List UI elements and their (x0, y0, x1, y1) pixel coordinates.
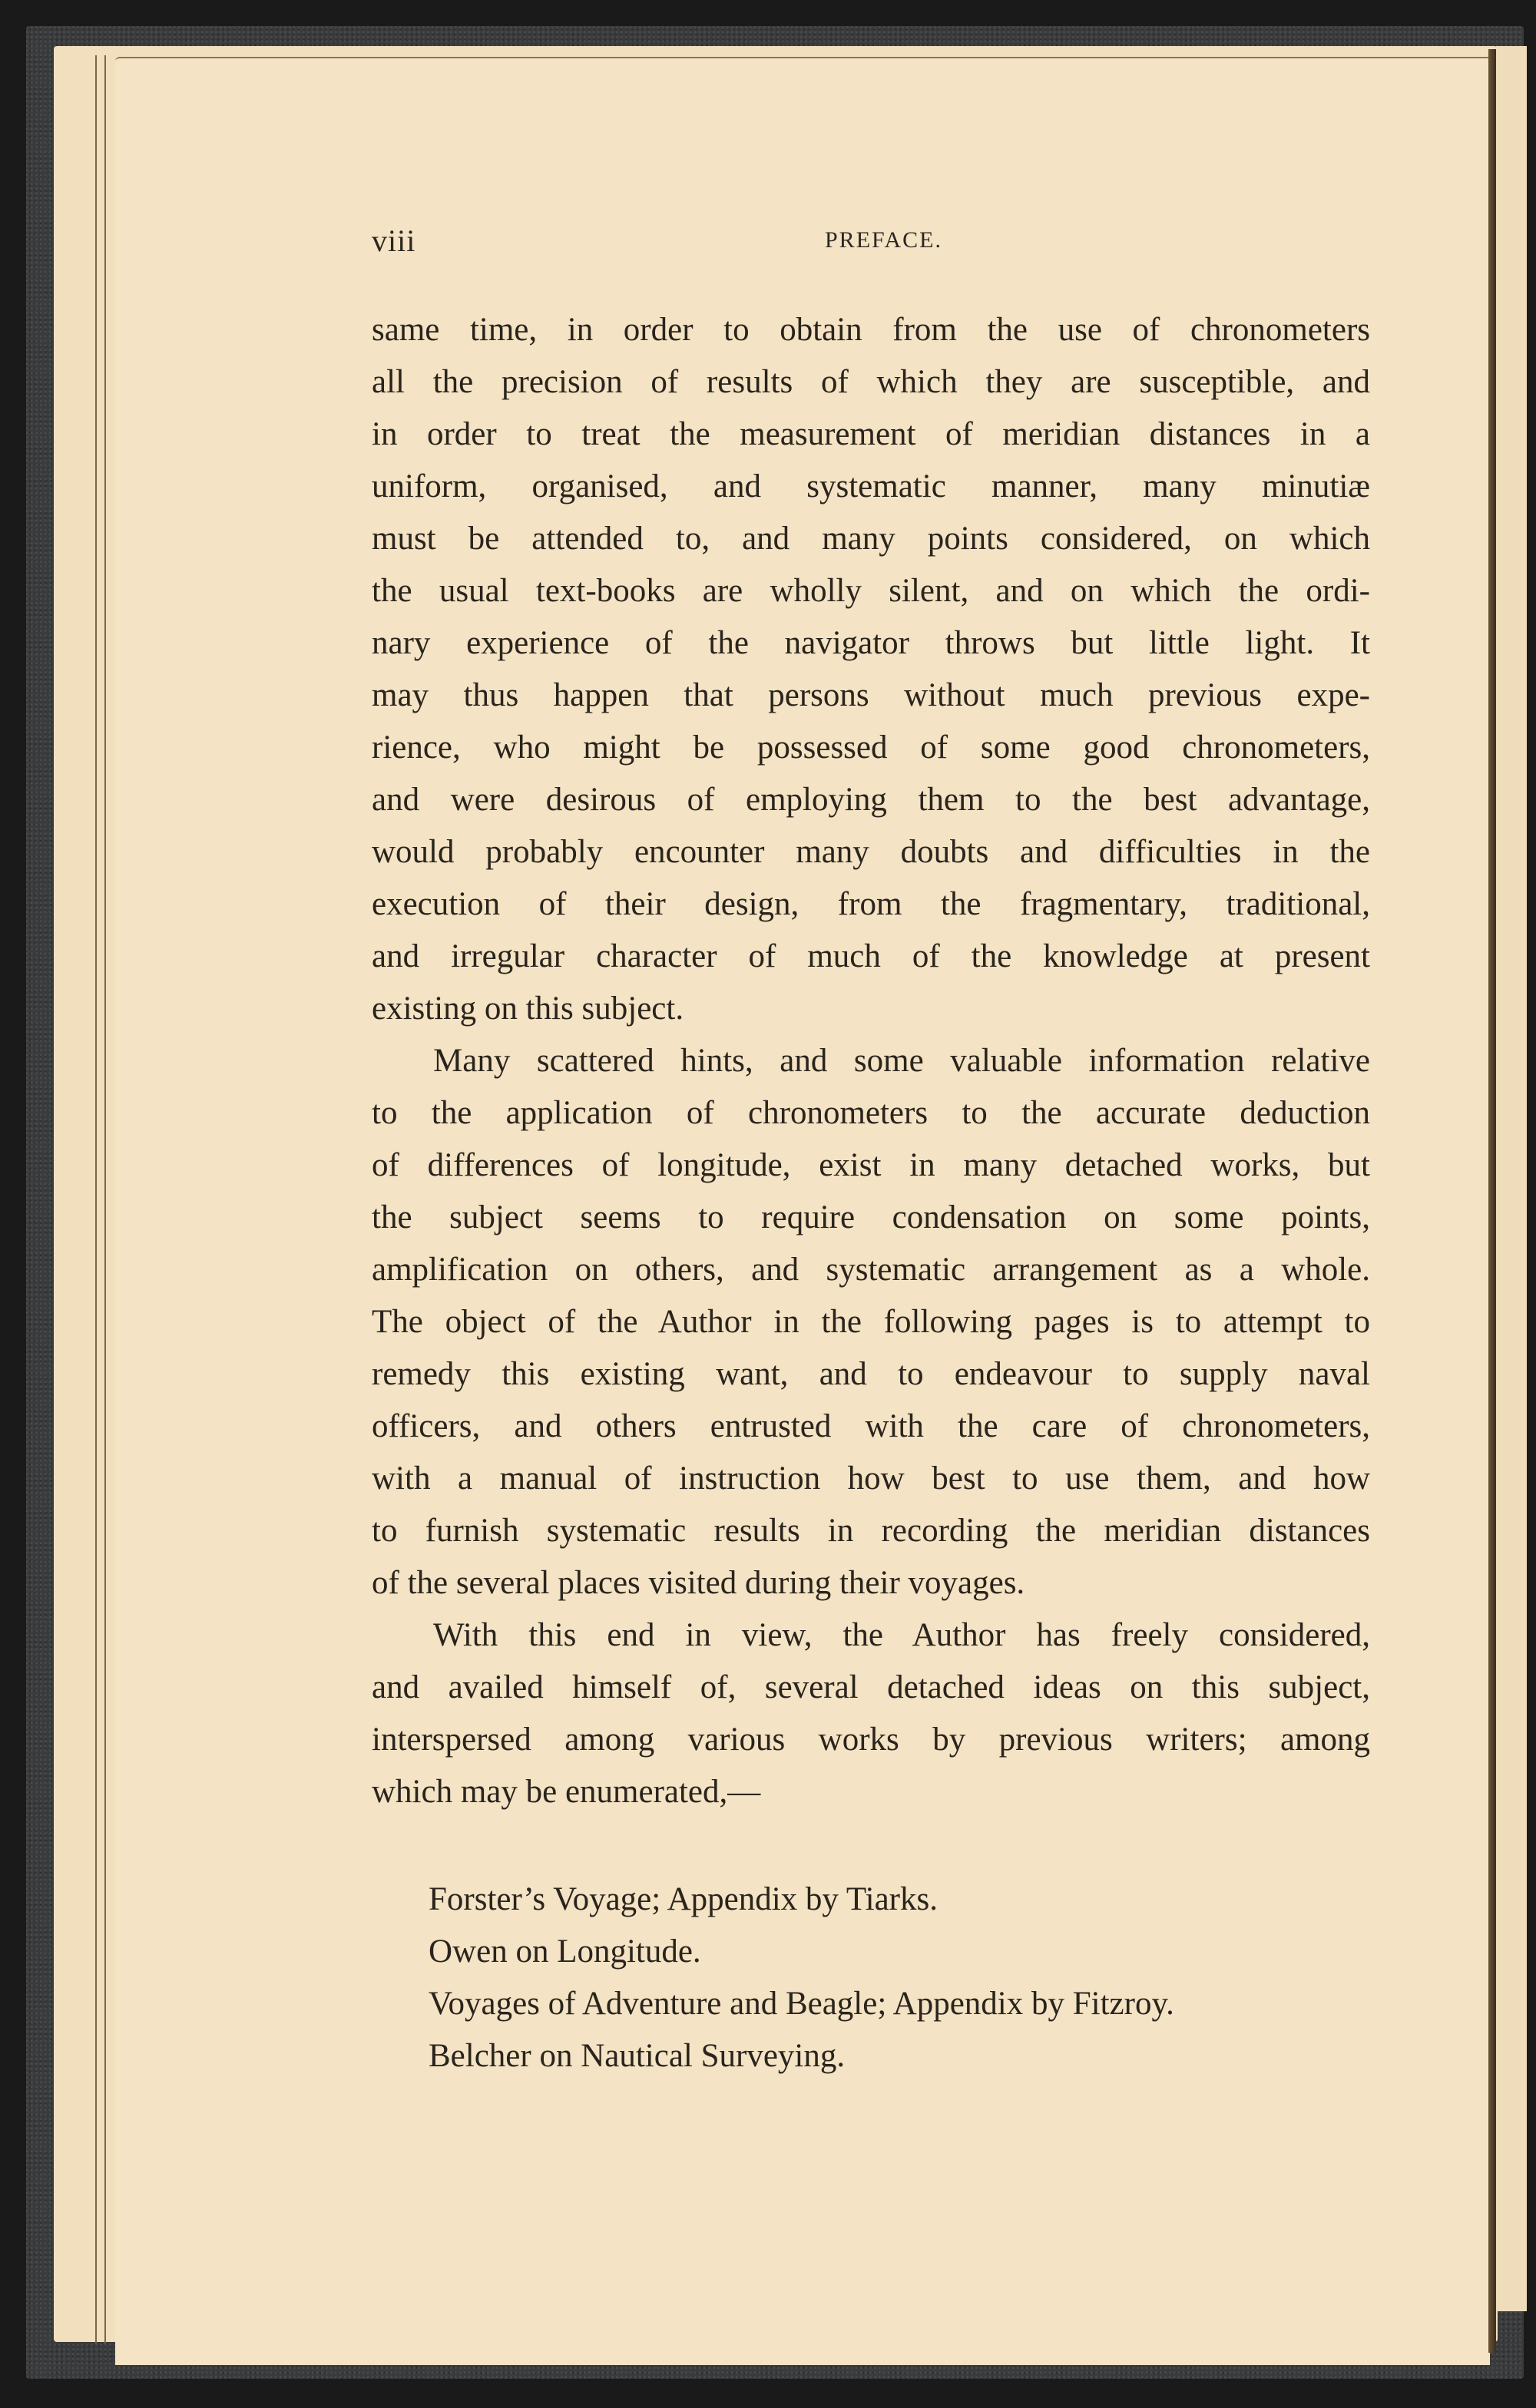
text-line: the usual text-books are wholly silent, and on which the ordi- (372, 573, 1370, 609)
text-line: officers, and others entrusted with the care of chronometers, (372, 1408, 1370, 1444)
paragraph (372, 1035, 1370, 1609)
text-line: the subject seems to require condensation on some points, (372, 1199, 1370, 1235)
paragraph (372, 1609, 1370, 1818)
text-line: execution of their design, from the fragmentary, traditional, (372, 886, 1370, 922)
text-line: would probably encounter many doubts and difficulties in the (372, 834, 1370, 870)
text-line: and were desirous of employing them to the best advantage, (372, 782, 1370, 818)
text-line: uniform, organised, and systematic manner, many minutiæ (372, 468, 1370, 504)
paragraph (372, 304, 1370, 1035)
page-header (372, 223, 1370, 261)
text-line: must be attended to, and many points considered, on which (372, 521, 1370, 557)
text-line: remedy this existing want, and to endeavour to supply naval (372, 1356, 1370, 1392)
text-line: to furnish systematic results in recording the meridian distances (372, 1513, 1370, 1549)
text-line: of differences of longitude, exist in many detached works, but (372, 1147, 1370, 1183)
text-line: interspersed among various works by previous writers; among (372, 1722, 1370, 1758)
text-line: rience, who might be possessed of some good chronometers, (372, 729, 1370, 766)
text-line: and availed himself of, several detached ideas on this subject, (372, 1669, 1370, 1705)
page-edge-line (95, 55, 97, 2344)
text-line: existing on this subject. (372, 991, 684, 1027)
text-line: With this end in view, the Author has freely considered, (433, 1617, 1370, 1653)
text-line: Many scattered hints, and some valuable information relative (433, 1043, 1370, 1079)
text-line: The object of the Author in the following pages is to attempt to (372, 1304, 1370, 1340)
page-number: viii (372, 223, 416, 258)
facing-leaf (1496, 46, 1527, 2311)
text-line: in order to treat the measurement of meridian distances in a (372, 416, 1370, 452)
running-head: PREFACE. (825, 227, 942, 253)
reference-item: Forster’s Voyage; Appendix by Tiarks. (429, 1881, 938, 1917)
text-line: amplification on others, and systematic arrangement as a whole. (372, 1252, 1370, 1288)
text-line: may thus happen that persons without much previous expe- (372, 677, 1370, 713)
text-line: with a manual of instruction how best to use them, and how (372, 1460, 1370, 1497)
text-line: and irregular character of much of the knowledge at present (372, 938, 1370, 974)
text-line: of the several places visited during their voyages. (372, 1565, 1025, 1601)
reference-item: Voyages of Adventure and Beagle; Appendix by Fitzroy. (429, 1986, 1174, 2022)
body-text (372, 304, 1370, 1818)
page-edge-line (104, 55, 106, 2344)
gutter-shadow (1488, 49, 1496, 2353)
reference-item: Owen on Longitude. (429, 1933, 701, 1970)
text-line: to the application of chronometers to the accurate deduction (372, 1095, 1370, 1131)
text-line: which may be enumerated,— (372, 1774, 761, 1810)
text-line: same time, in order to obtain from the use of chronometers (372, 312, 1370, 348)
reference-list (429, 1874, 1381, 2082)
text-line: all the precision of results of which they are susceptible, and (372, 364, 1370, 400)
text-line: nary experience of the navigator throws but little light. It (372, 625, 1370, 661)
reference-item: Belcher on Nautical Surveying. (429, 2038, 846, 2074)
